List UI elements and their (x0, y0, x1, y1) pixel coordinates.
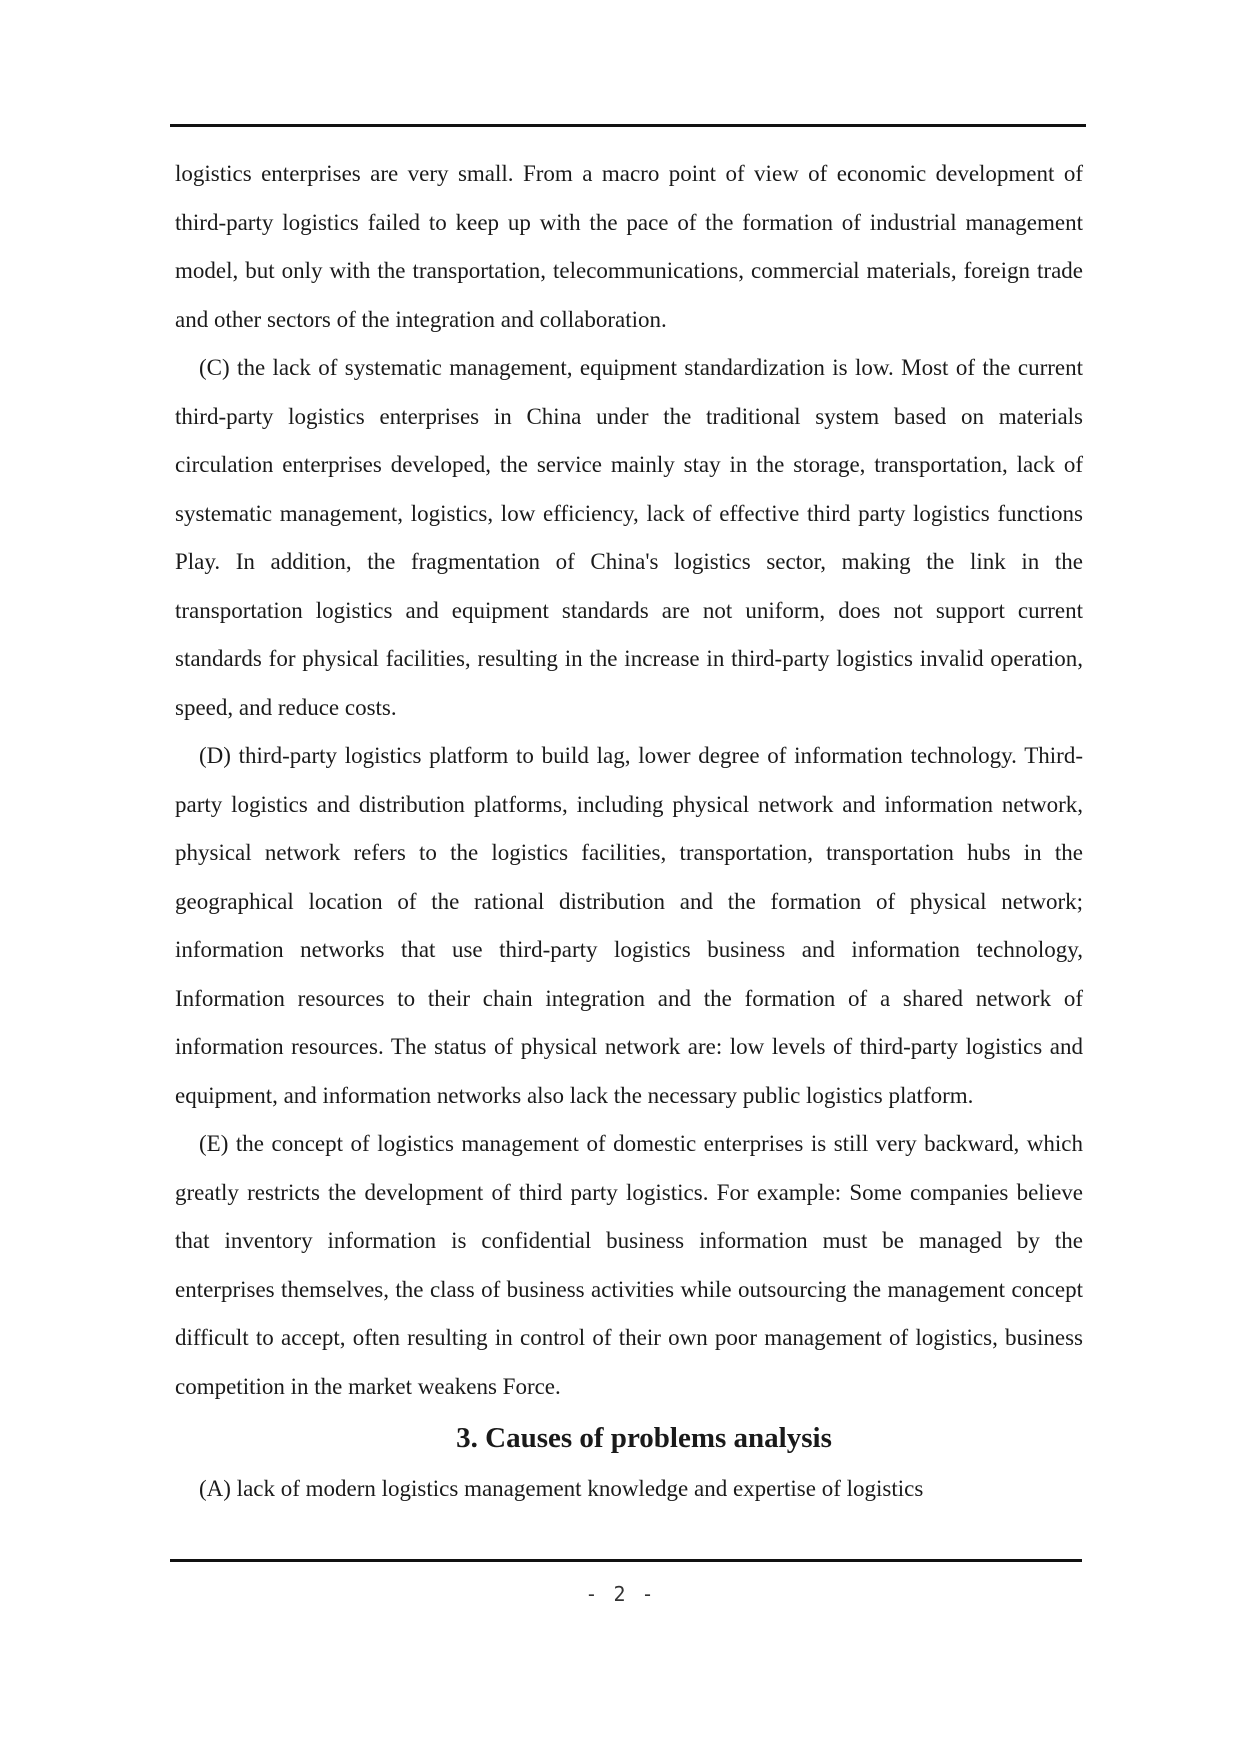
paragraph-e: (E) the concept of logistics management of domestic enterprises is still very backward, which greatly restricts the development of third party logistics. For example: Some companies believe that inventory information is confidential business information must be managed by the enterprises themselves, the class of business activities while outsourcing the management concept difficult to accept, often resulting in control of their own poor management of logistics, business competition in the market weakens Force. (175, 1131, 1083, 1399)
paragraph-c: (C) the lack of systematic management, equipment standardization is low. Most of the current third-party logistics enterprises in China under the traditional system based on materials circulation enterprises developed, the service mainly stay in the storage, transportation, lack of systematic management, logistics, low efficiency, lack of effective third party logistics functions Play. In addition, the fragmentation of China's logistics sector, making the link in the transportation logistics and equipment standards are not uniform, does not support current standards for physical facilities, resulting in the increase in third-party logistics invalid operation, speed, and reduce costs. (175, 355, 1083, 720)
page-body (175, 150, 1083, 1514)
paragraph-continuation: logistics enterprises are very small. From a macro point of view of economic development of third-party logistics failed to keep up with the pace of the formation of industrial management model, but only with the transportation, telecommunications, commercial materials, foreign trade and other sectors of the integration and collaboration. (175, 161, 1083, 332)
page-number: - 2 - (585, 1582, 656, 1606)
header-rule (170, 124, 1086, 127)
section-heading: 3. Causes of problems analysis (456, 1422, 832, 1454)
paragraph-d: (D) third-party logistics platform to build lag, lower degree of information technology. Third-party logistics and distribution platforms, including physical network and information network, physical network refers to the logistics facilities, transportation, transportation hubs in the geographical location of the rational distribution and the formation of physical network; information networks that use third-party logistics business and information technology, Information resources to their chain integration and the formation of a shared network of information resources. The status of physical network are: low levels of third-party logistics and equipment, and information networks also lack the necessary public logistics platform. (175, 743, 1083, 1108)
footer-rule (170, 1559, 1082, 1562)
paragraph-a: (A) lack of modern logistics management knowledge and expertise of logistics (199, 1476, 924, 1501)
